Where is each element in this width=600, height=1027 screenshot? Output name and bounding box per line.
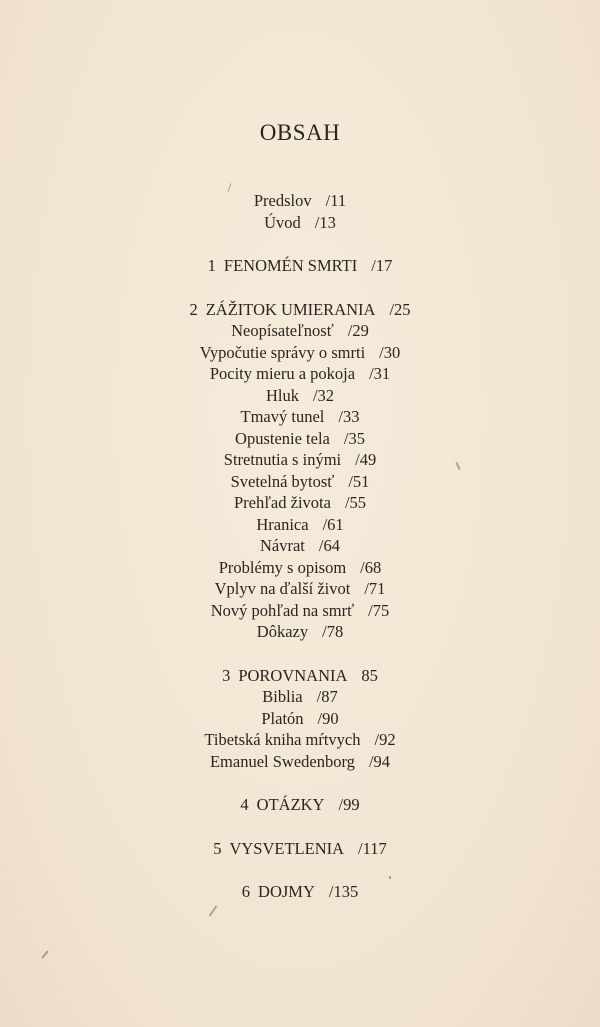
chapter-heading xyxy=(0,665,600,687)
page-number: /29 xyxy=(347,321,369,340)
page-number: /17 xyxy=(371,256,393,275)
entry-label: Vplyv na ďalší život xyxy=(214,579,351,598)
page-number: /94 xyxy=(368,751,391,771)
spacer xyxy=(0,816,600,838)
entry-label: Nový pohľad na smrť xyxy=(210,600,355,620)
page-number: /90 xyxy=(317,708,339,728)
front-entry xyxy=(0,190,600,212)
toc-entry xyxy=(0,449,600,471)
chapter-number: 2 xyxy=(189,299,198,319)
paper-speck xyxy=(41,950,48,958)
page-number: /49 xyxy=(355,450,377,469)
toc-entry xyxy=(0,385,600,407)
chapter-number: 4 xyxy=(240,795,249,814)
entry-label: ZÁŽITOK UMIERANIA xyxy=(205,299,376,319)
page-number: /35 xyxy=(343,428,365,448)
toc-entry xyxy=(0,492,600,514)
spacer xyxy=(0,772,600,794)
page-number: /13 xyxy=(314,212,336,232)
page-number: /61 xyxy=(322,514,344,534)
table-of-contents xyxy=(0,190,600,903)
entry-label: Hluk xyxy=(265,385,299,405)
page-number: /11 xyxy=(325,191,347,210)
entry-label: Úvod xyxy=(264,212,301,232)
entry-label: FENOMÉN SMRTI xyxy=(223,256,358,275)
entry-label: Neopísateľnosť xyxy=(231,321,334,340)
chapter-number: 3 xyxy=(222,665,231,685)
page-number: /68 xyxy=(360,557,382,577)
chapter-number: 5 xyxy=(213,838,222,858)
page-number: /99 xyxy=(338,795,360,814)
paper-speck xyxy=(209,906,218,917)
entry-label: Biblia xyxy=(262,687,303,706)
toc-entry xyxy=(0,708,600,730)
toc-entry xyxy=(0,363,600,385)
entry-label: Vypočutie správy o smrti xyxy=(199,342,366,362)
entry-label: Návrat xyxy=(260,536,305,555)
spacer xyxy=(0,277,600,299)
page-number: /71 xyxy=(364,579,386,598)
entry-label: Hranica xyxy=(256,514,309,534)
entry-label: Platón xyxy=(261,708,304,728)
entry-label: Dôkazy xyxy=(256,622,309,641)
entry-label: Pocity mieru a pokoja xyxy=(209,364,356,383)
toc-entry xyxy=(0,751,600,773)
spacer xyxy=(0,233,600,255)
spacer xyxy=(0,643,600,665)
page-number: /117 xyxy=(358,838,387,858)
page-number: /55 xyxy=(344,493,367,512)
entry-label: Stretnutia s inými xyxy=(223,450,342,469)
entry-label: DOJMY xyxy=(258,882,315,901)
page-number: /75 xyxy=(368,600,390,620)
entry-label: Problémy s opisom xyxy=(218,557,347,577)
page-number: /31 xyxy=(369,364,391,383)
page-number: /33 xyxy=(338,407,360,426)
page-number: 85 xyxy=(361,665,378,685)
chapter-heading xyxy=(0,255,600,277)
entry-label: Emanuel Swedenborg xyxy=(209,751,355,771)
toc-entry xyxy=(0,686,600,708)
entry-label: Predslov xyxy=(253,191,312,210)
chapter-number: 6 xyxy=(241,882,251,901)
page-number: /64 xyxy=(318,536,340,555)
page-number: /78 xyxy=(322,622,344,641)
page-number: /87 xyxy=(316,687,338,706)
toc-entry xyxy=(0,621,600,643)
toc-entry xyxy=(0,535,600,557)
page-number: /51 xyxy=(348,471,370,491)
page-number: /135 xyxy=(328,882,359,901)
entry-label: Opustenie tela xyxy=(235,428,330,448)
toc-entry xyxy=(0,557,600,579)
toc-entry xyxy=(0,342,600,364)
chapter-heading xyxy=(0,299,600,321)
entry-label: Tmavý tunel xyxy=(240,407,325,426)
chapter-heading xyxy=(0,794,600,816)
page-title: OBSAH xyxy=(259,120,341,145)
chapter-heading xyxy=(0,838,600,860)
entry-label: Svetelná bytosť xyxy=(230,471,335,491)
entry-label: VYSVETLENIA xyxy=(229,838,345,858)
toc-entry xyxy=(0,406,600,428)
page-number: /30 xyxy=(379,342,401,362)
spacer xyxy=(0,859,600,881)
toc-entry xyxy=(0,514,600,536)
page-number: /25 xyxy=(389,299,411,319)
chapter-number: 1 xyxy=(207,256,216,275)
page-number: /32 xyxy=(312,385,335,405)
entry-label: Prehľad života xyxy=(233,493,331,512)
page-number: /92 xyxy=(374,730,396,749)
entry-label: POROVNANIA xyxy=(238,665,348,685)
toc-entry xyxy=(0,428,600,450)
entry-label: OTÁZKY xyxy=(256,795,325,814)
toc-entry xyxy=(0,320,600,342)
toc-entry xyxy=(0,600,600,622)
toc-entry xyxy=(0,729,600,751)
entry-label: Tibetská kniha mŕtvych xyxy=(204,730,361,749)
front-entry xyxy=(0,212,600,234)
toc-entry xyxy=(0,578,600,600)
chapter-heading xyxy=(0,881,600,903)
toc-entry xyxy=(0,471,600,493)
